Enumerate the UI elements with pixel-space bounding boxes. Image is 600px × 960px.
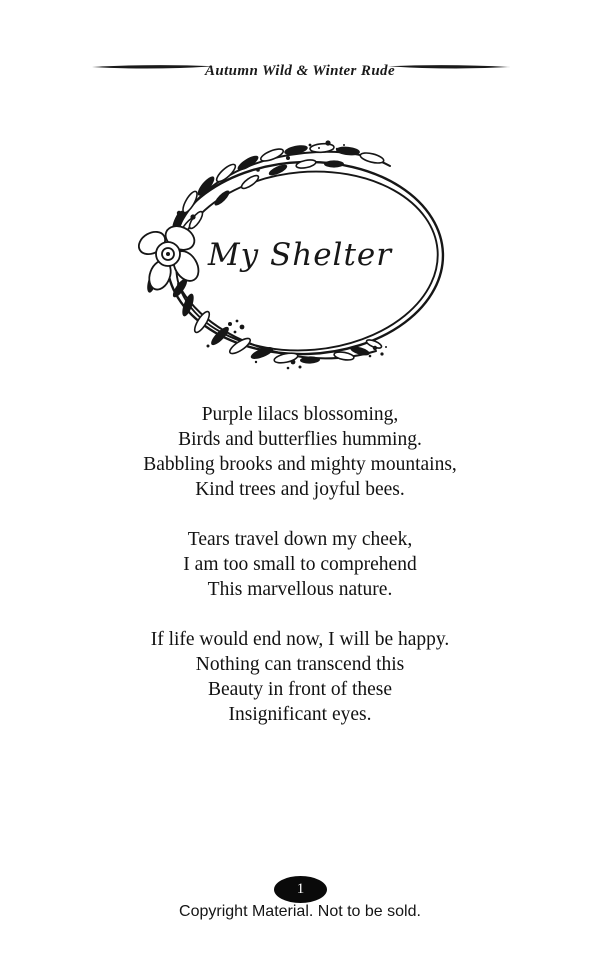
poem-line: Kind trees and joyful bees.: [195, 479, 405, 500]
stanza: [0, 402, 600, 502]
header-rule-right-decoration: [388, 62, 510, 72]
running-title: Autumn Wild & Winter Rude: [204, 63, 396, 79]
poem-line: Nothing can transcend this: [195, 654, 405, 675]
poem-line: This marvellous nature.: [207, 579, 393, 600]
top-branch: [170, 143, 390, 246]
poem-line: Birds and butterflies humming.: [178, 429, 422, 450]
poem-line: Insignificant eyes.: [228, 704, 372, 725]
poem-line: Beauty in front of these: [207, 679, 393, 700]
poem-title: My Shelter: [207, 237, 393, 273]
poem-line: If life would end now, I will be happy.: [150, 629, 450, 650]
poem-body: [0, 402, 600, 752]
stanza: [0, 527, 600, 602]
stanza: [0, 627, 600, 727]
copyright-notice: Copyright Material. Not to be sold.: [179, 903, 421, 920]
running-header: [0, 62, 600, 86]
poem-line: I am too small to comprehend: [183, 554, 417, 575]
poem-line: Tears travel down my cheek,: [187, 529, 413, 550]
poem-line: Purple lilacs blossoming,: [201, 404, 399, 425]
page-number-badge: 1: [274, 876, 327, 903]
poem-line: Babbling brooks and mighty mountains,: [143, 454, 457, 475]
header-rule-left-decoration: [92, 62, 214, 72]
